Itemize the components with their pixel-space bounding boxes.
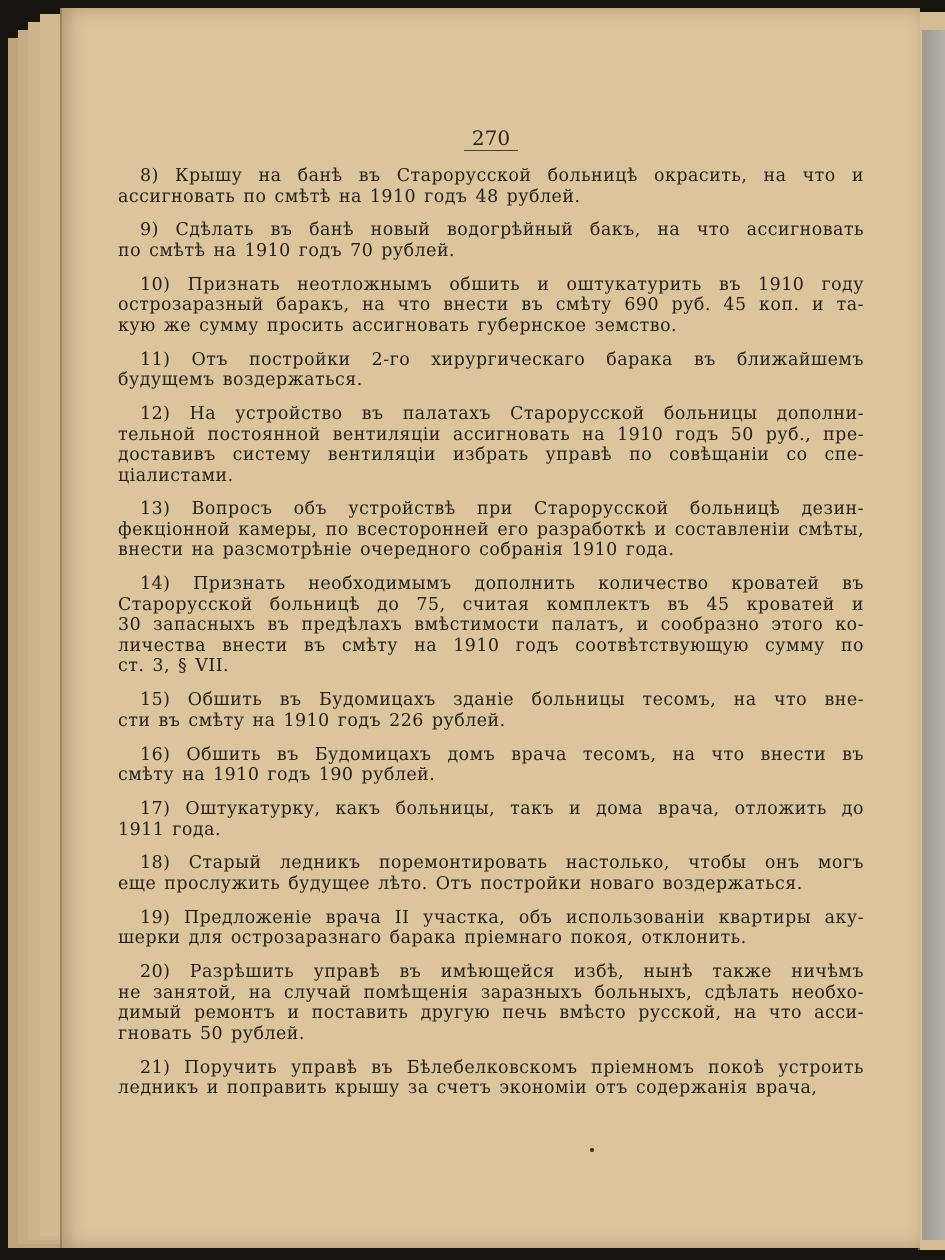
- text-line: не занятой, на случай помѣщенія заразныхъ больныхъ, сдѣлать необхо-: [118, 982, 864, 1003]
- text-line: 9) Сдѣлать въ банѣ новый водогрѣйный бакъ, на что ассигновать: [140, 220, 864, 241]
- text-line: ассигновать по смѣтѣ на 1910 годъ 48 рублей.: [118, 186, 581, 207]
- text-line: 8) Крышу на банѣ въ Старорусской больницѣ окрасить, на что и: [140, 166, 864, 186]
- text-line: 13) Вопросъ объ устройствѣ при Старорусской больницѣ дезин-: [140, 499, 864, 520]
- resolution-item: [118, 690, 864, 731]
- text-line: 14) Признать необходимымъ дополнить количество кроватей въ: [140, 574, 864, 595]
- resolution-item: [118, 908, 864, 949]
- text-line: личества внести въ смѣту на 1910 годъ соотвѣтствующую сумму по: [118, 635, 864, 656]
- text-line: шерки для острозаразнаго барака пріемнаго покоя, отклонить.: [118, 928, 747, 949]
- text-line: димый ремонтъ и поставить другую печь вмѣсто русской, на что асси-: [118, 1003, 864, 1024]
- text-line: 1911 года.: [118, 819, 221, 840]
- resolution-item: [118, 166, 864, 207]
- text-line: ст. 3, § VII.: [118, 656, 230, 677]
- resolution-item: [118, 574, 864, 677]
- resolution-item: [118, 853, 864, 894]
- page-body: [118, 166, 864, 1112]
- text-line: фекціонной камеры, по всесторонней его разработкѣ и составленіи смѣты,: [118, 519, 864, 540]
- text-line: гновать 50 рублей.: [118, 1023, 305, 1044]
- text-line: 10) Признать неотложнымъ обшить и оштукатурить въ 1910 году: [140, 274, 864, 295]
- text-line: смѣту на 1910 годъ 190 рублей.: [118, 765, 436, 786]
- resolution-item: [118, 350, 864, 391]
- text-line: 15) Обшить въ Будомицахъ зданіе больницы тесомъ, на что вне-: [140, 690, 864, 711]
- text-line: Старорусской больницѣ до 75, считая комплектъ въ 45 кроватей и: [118, 594, 864, 615]
- resolution-item: [118, 220, 864, 261]
- ink-speck: [590, 1148, 594, 1152]
- text-line: внести на разсмотрѣніе очередного собранія 1910 года.: [118, 540, 675, 561]
- text-line: ціалистами.: [118, 465, 234, 486]
- text-line: острозаразный баракъ, на что внести въ смѣту 690 руб. 45 коп. и та-: [118, 295, 864, 316]
- text-line: 19) Предложеніе врача II участка, объ использованіи квартиры аку-: [140, 907, 864, 928]
- resolution-item: [118, 745, 864, 786]
- page-number-text: 270: [464, 126, 518, 151]
- text-line: тельной постоянной вентиляціи ассигновать на 1910 годъ 50 руб., пре-: [118, 424, 864, 445]
- resolution-item: [118, 275, 864, 337]
- text-line: еще прослужить будущее лѣто. Отъ постройки новаго воздержаться.: [118, 873, 803, 894]
- text-line: кую же сумму просить ассигновать губернское земство.: [118, 315, 678, 336]
- text-line: по смѣтѣ на 1910 годъ 70 рублей.: [118, 240, 456, 261]
- text-line: 17) Оштукатурку, какъ больницы, такъ и дома врача, отложить до: [140, 799, 864, 820]
- page-number: [62, 126, 920, 150]
- binding-tape: [922, 30, 945, 1240]
- text-line: будущемъ воздержаться.: [118, 370, 363, 391]
- text-line: доставивъ систему вентиляціи избрать управѣ по совѣщаніи со спе-: [118, 445, 864, 466]
- resolution-item: [118, 962, 864, 1044]
- resolution-item: [118, 404, 864, 486]
- text-line: 30 запасныхъ въ предѣлахъ вмѣстимости палатъ, и сообразно этого ко-: [118, 615, 864, 636]
- resolution-item: [118, 499, 864, 561]
- text-line: 12) На устройство въ палатахъ Старорусской больницы дополни-: [140, 404, 864, 425]
- text-line: 18) Старый ледникъ поремонтировать настолько, чтобы онъ могъ: [140, 853, 864, 874]
- text-line: 21) Поручить управѣ въ Бѣлебелковскомъ пріемномъ покоѣ устроить: [140, 1057, 864, 1078]
- text-line: ледникъ и поправить крышу за счетъ экономіи отъ содержанія врача,: [118, 1078, 818, 1099]
- text-line: 20) Разрѣшить управѣ въ имѣющейся избѣ, нынѣ также ничѣмъ: [140, 962, 864, 983]
- resolution-item: [118, 799, 864, 840]
- text-line: сти въ смѣту на 1910 годъ 226 рублей.: [118, 710, 506, 731]
- resolution-item: [118, 1058, 864, 1099]
- text-line: 16) Обшить въ Будомицахъ домъ врача тесомъ, на что внести въ: [140, 744, 864, 765]
- text-line: 11) Отъ постройки 2-го хирургическаго барака въ ближайшемъ: [140, 349, 864, 370]
